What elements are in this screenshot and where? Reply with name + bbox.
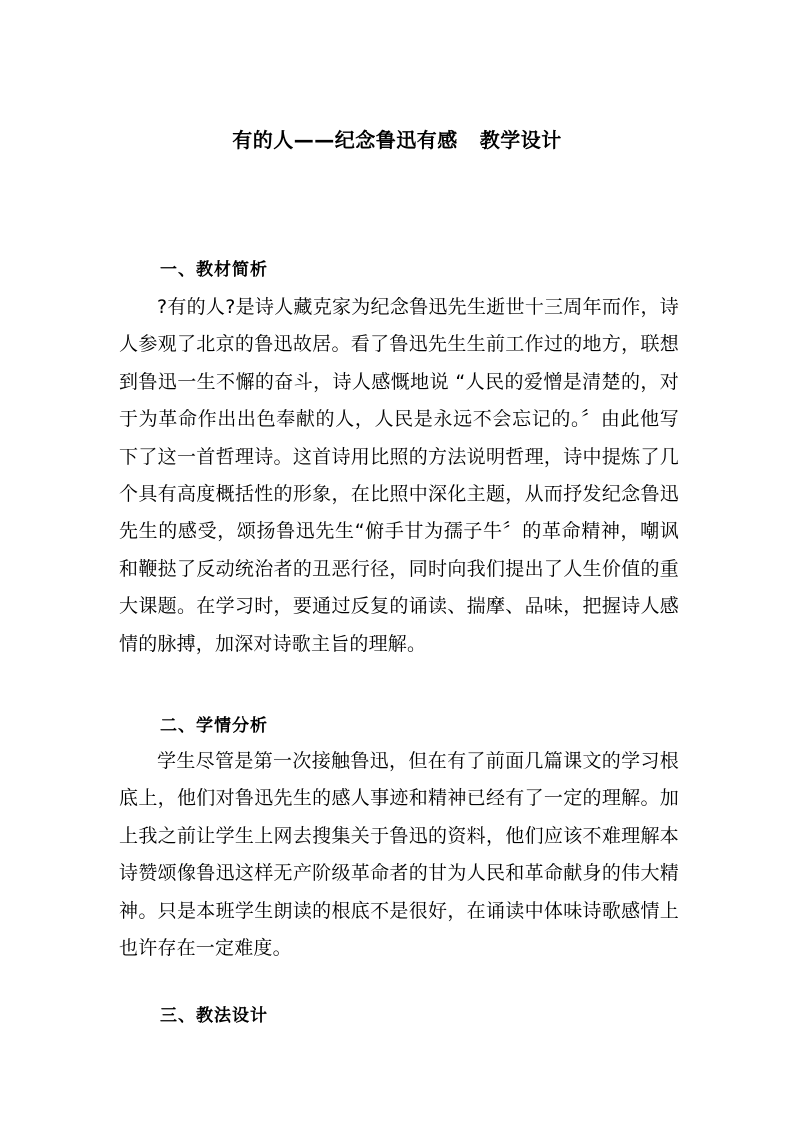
section-paragraph-textbook-analysis: ?有的人?是诗人藏克家为纪念鲁迅先生逝世十三周年而作，诗人参观了北京的鲁迅故居。看了鲁迅先生生前工作过的地方，联想到鲁迅一生不懈的奋斗，诗人感慨地说 “人民的爱憎是清楚的，对于为革命作出出色奉献的人，人民是永远不会忘记的。〞由此他写下了这一首哲理诗。这首诗用比照的方法说明哲理，诗中提炼了几个具有高度概括性的形象，在比照中深化主题，从而抒发纪念鲁迅先生的感受，颂扬鲁迅先生“俯手甘为孺子牛〞的革命精神，嘲讽和鞭挞了反动统治者的丑恶行径，同时向我们提出了人生价值的重大课题。在学习时，要通过反复的诵读、揣摩、品味，把握诗人感情的脉搏，加深对诗歌主旨的理解。 <box>119 296 679 655</box>
title-main: 有的人——纪念鲁迅有感 <box>232 128 458 152</box>
section-paragraph-student-analysis: 学生尽管是第一次接触鲁迅，但在有了前面几篇课文的学习根底上，他们对鲁迅先生的感人事迹和精神已经有了一定的理解。加上我之前让学生上网去搜集关于鲁迅的资料，他们应该不难理解本诗赞颂像鲁迅这样无产阶级革命者的甘为人民和革命献身的伟大精神。只是本班学生朗读的根底不是很好，在诵读中体味诗歌感情上也许存在一定难度。 <box>119 750 679 960</box>
section-heading-student-analysis: 二、学情分析 <box>160 716 268 736</box>
section-heading-textbook-analysis: 一、教材简析 <box>160 260 268 280</box>
title-suffix: 教学设计 <box>479 128 562 152</box>
section-heading-teaching-method: 三、教法设计 <box>160 1006 268 1026</box>
document-title <box>0 124 794 153</box>
